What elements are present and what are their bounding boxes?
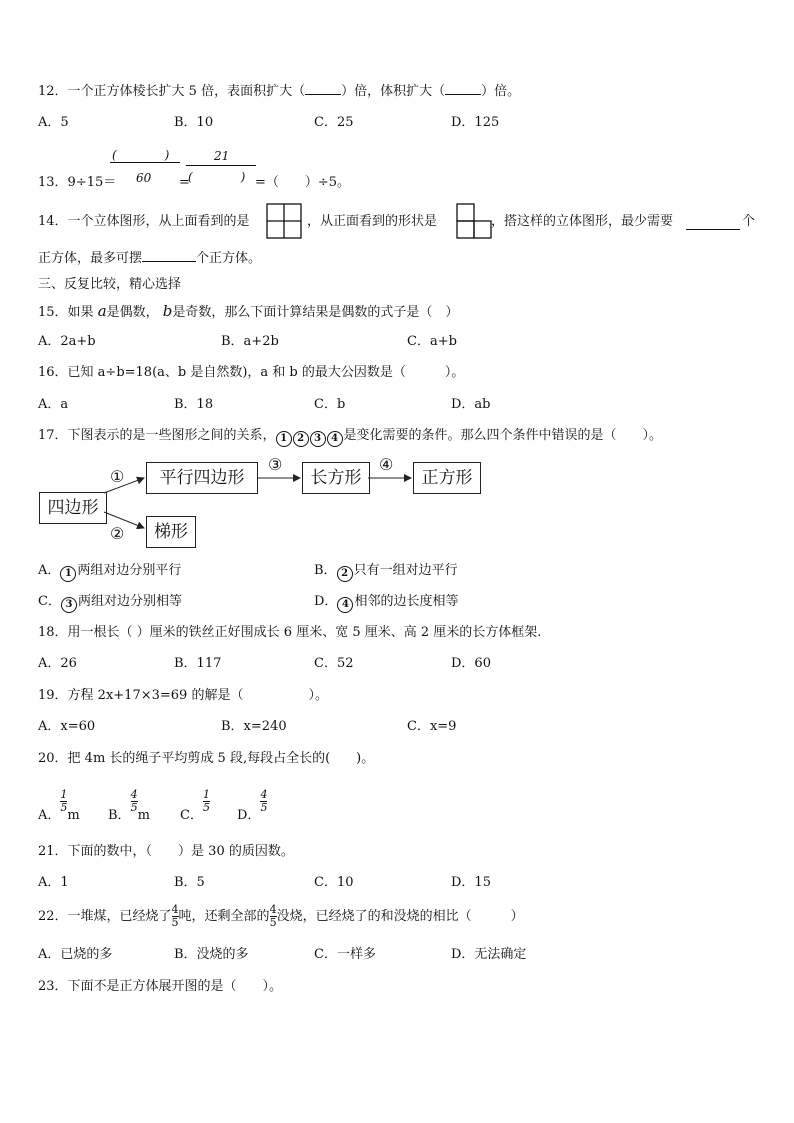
q13-tail: =（ ）÷5。 — [255, 175, 351, 190]
q19-option-b[interactable]: B．x=240 — [221, 719, 287, 734]
q20-option-b-fraction — [131, 789, 138, 814]
q17-option-d-label: D． — [314, 594, 338, 609]
q20-option-d[interactable] — [237, 789, 267, 823]
q17-option-b-circle: 2 — [337, 566, 353, 582]
q20-option-b-label: B． — [108, 808, 131, 823]
q21-option-a[interactable]: A．1 — [38, 875, 69, 890]
q13-frac2-denominator[interactable]: ( ) — [188, 170, 246, 184]
question-20: 20．把 4m 长的绳子平均剪成 5 段,每段占全长的( )。 — [38, 751, 375, 766]
q17-option-b[interactable] — [314, 562, 458, 582]
label-condition-3: ③ — [268, 455, 283, 474]
q16-option-c[interactable]: C．b — [314, 397, 346, 412]
q14-text-mid: ，从正面看到的形状是 — [307, 214, 438, 229]
q17-option-c-label: C． — [38, 594, 61, 609]
q20-option-c-denominator: 5 — [202, 801, 210, 814]
q14-text-pre: 14．一个立体图形，从上面看到的是 — [38, 214, 250, 229]
q20-option-a-denominator: 5 — [60, 801, 68, 814]
label-condition-4: ④ — [379, 455, 394, 474]
q21-option-c[interactable]: C．10 — [314, 875, 354, 890]
q20-option-c[interactable] — [180, 789, 210, 823]
section-3-heading: 三、反复比较，精心选择 — [38, 277, 182, 292]
q17-option-c[interactable] — [38, 593, 182, 613]
q19-option-c[interactable]: C．x=9 — [407, 719, 457, 734]
q17-option-a[interactable] — [38, 562, 181, 582]
q21-option-b[interactable]: B．5 — [174, 875, 205, 890]
q15-var-b: b — [162, 302, 173, 320]
question-23: 23．下面不是正方体展开图的是（ ）。 — [38, 979, 283, 994]
q18-option-b[interactable]: B．117 — [174, 656, 222, 671]
q22-fraction-1-denominator: 5 — [171, 916, 179, 929]
q14-text-post: ，搭这样的立体图形，最少需要 — [491, 214, 674, 229]
q16-option-a[interactable]: A．a — [38, 397, 69, 412]
question-19: 19．方程 2x+17×3=69 的解是（ ）。 — [38, 688, 328, 703]
box-parallelogram: 平行四边形 — [146, 462, 258, 494]
q14-line2-post: 个正方体。 — [196, 251, 262, 266]
q22-option-a[interactable]: A．已烧的多 — [38, 947, 113, 962]
q20-option-d-fraction — [260, 789, 267, 814]
q12-option-b[interactable]: B．10 — [174, 115, 214, 130]
q20-option-b-numerator: 4 — [130, 788, 138, 801]
q13-equals-1: = — [179, 175, 190, 190]
q22-option-c[interactable]: C．一样多 — [314, 947, 376, 962]
q17-circle-3: 3 — [310, 431, 326, 447]
q20-option-a[interactable] — [38, 789, 80, 823]
q22-fraction-1 — [172, 904, 179, 929]
q17-option-c-text: 两组对边分别相等 — [77, 594, 182, 609]
q17-option-d-text: 相邻的边长度相等 — [354, 594, 459, 609]
q15-text-pre: 15．如果 — [38, 305, 94, 320]
label-condition-1: ① — [110, 467, 125, 486]
q20-option-b-unit: m — [137, 808, 150, 823]
q15-option-b[interactable]: B．a+2b — [221, 334, 279, 349]
box-rectangle: 长方形 — [302, 462, 370, 494]
q15-option-c[interactable]: C．a+b — [407, 334, 457, 349]
q15-var-a: a — [97, 302, 107, 320]
q17-option-b-label: B． — [314, 563, 337, 578]
q20-option-b-denominator: 5 — [130, 801, 138, 814]
q20-option-d-label: D． — [237, 808, 261, 823]
q22-fraction-2-numerator: 4 — [269, 903, 277, 916]
q22-option-d[interactable]: D．无法确定 — [451, 947, 527, 962]
q20-option-d-denominator: 5 — [260, 801, 268, 814]
q12-option-c[interactable]: C．25 — [314, 115, 354, 130]
q17-option-a-label: A． — [38, 563, 61, 578]
question-18: 18．用一根长（ ）厘米的铁丝正好围成长 6 厘米、宽 5 厘米、高 2 厘米的长方体框架. — [38, 625, 542, 640]
q17-option-d[interactable] — [314, 593, 458, 613]
q13-frac1-numerator[interactable]: ( ) — [112, 148, 170, 162]
q18-option-a[interactable]: A．26 — [38, 656, 77, 671]
box-trapezoid: 梯形 — [146, 516, 196, 548]
q17-text-post: 是变化需要的条件。那么四个条件中错误的是（ ）。 — [343, 428, 663, 443]
q17-option-a-circle: 1 — [60, 566, 76, 582]
q22-text-post: 没烧，已经烧了的和没烧的相比（ ） — [276, 909, 524, 924]
q22-fraction-2-denominator: 5 — [269, 916, 277, 929]
q22-text-mid: 吨，还剩全部的 — [178, 909, 270, 924]
q20-option-c-numerator: 1 — [202, 788, 210, 801]
q17-text-pre: 17．下图表示的是一些图形之间的关系， — [38, 428, 276, 443]
question-16: 16．已知 a÷b=18(a、b 是自然数)，a 和 b 的最大公因数是（ ）。 — [38, 365, 465, 380]
box-square: 正方形 — [413, 462, 481, 494]
q13-frac1-denominator: 60 — [136, 171, 152, 185]
q20-option-b[interactable] — [108, 789, 150, 823]
q20-option-a-unit: m — [67, 808, 80, 823]
q19-option-a[interactable]: A．x=60 — [38, 719, 96, 734]
q20-option-d-numerator: 4 — [260, 788, 268, 801]
q15-text-post: 是奇数，那么下面计算结果是偶数的式子是（ ） — [172, 305, 459, 320]
q18-option-d[interactable]: D．60 — [451, 656, 491, 671]
box-quadrilateral: 四边形 — [39, 492, 107, 524]
q22-fraction-1-numerator: 4 — [171, 903, 179, 916]
q17-circle-2: 2 — [293, 431, 309, 447]
q12-text-post: ）倍。 — [481, 84, 521, 99]
q14-text-post2: 个 — [742, 214, 756, 229]
q17-circle-1: 1 — [276, 431, 292, 447]
q17-option-d-circle: 4 — [337, 597, 353, 613]
q17-option-a-text: 两组对边分别平行 — [77, 563, 182, 578]
question-22 — [38, 904, 524, 930]
label-condition-2: ② — [110, 524, 125, 543]
q20-option-a-numerator: 1 — [60, 788, 68, 801]
q13-label: 13．9÷15＝ — [38, 175, 117, 190]
question-21: 21．下面的数中，（ ）是 30 的质因数。 — [38, 844, 294, 859]
q22-text-pre: 22．一堆煤，已经烧了 — [38, 909, 172, 924]
q22-option-b[interactable]: B．没烧的多 — [174, 947, 249, 962]
q20-option-a-label: A． — [38, 808, 61, 823]
q17-option-c-circle: 3 — [61, 597, 77, 613]
q21-option-d[interactable]: D．15 — [451, 875, 491, 890]
q14-line2-pre: 正方体，最多可摆 — [38, 251, 143, 266]
q12-option-a[interactable]: A．5 — [38, 115, 69, 130]
q15-option-a[interactable]: A．2a+b — [38, 334, 96, 349]
q18-option-c[interactable]: C．52 — [314, 656, 354, 671]
q17-circle-4: 4 — [327, 431, 343, 447]
q22-fraction-2 — [270, 904, 277, 929]
q15-text-mid: 是偶数， — [106, 305, 159, 320]
q12-option-d[interactable]: D．125 — [451, 115, 500, 130]
q20-option-c-fraction — [203, 789, 210, 814]
q12-text-pre: 12．一个正方体棱长扩大 5 倍，表面积扩大（ — [38, 84, 306, 99]
q17-option-b-text: 只有一组对边平行 — [353, 563, 458, 578]
q20-option-c-label: C． — [180, 808, 203, 823]
q16-option-d[interactable]: D．ab — [451, 397, 491, 412]
q12-text-mid: ）倍，体积扩大（ — [341, 84, 446, 99]
q13-frac2-numerator: 21 — [214, 149, 230, 163]
q16-option-b[interactable]: B．18 — [174, 397, 214, 412]
